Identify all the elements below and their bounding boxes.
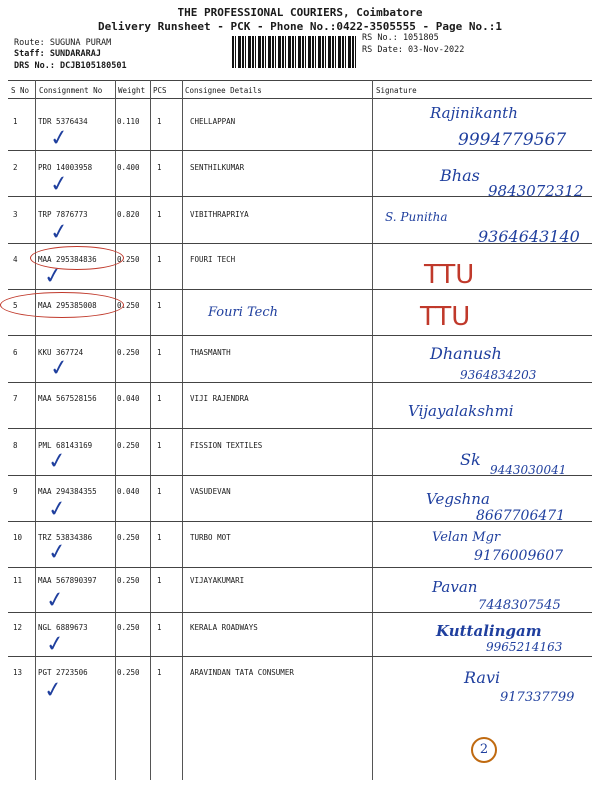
row-divider [8,196,592,197]
handwritten-signature: Dhanush [430,344,502,363]
route-label: Route: SUGUNA PURAM [14,38,112,48]
row-consignment: MAA 295385008 [38,301,97,310]
col-header-consignee: Consignee Details [185,86,262,95]
col-header-signature: Signature [376,86,417,95]
row-divider [8,289,592,290]
row-consignee: VIJAYAKUMARI [190,576,245,585]
row-consignee: THASMANTH [190,348,231,357]
row-pcs: 1 [157,348,162,357]
row-pcs: 1 [157,487,162,496]
row-weight: 0.110 [117,117,140,126]
row-weight: 0.820 [117,210,140,219]
row-weight: 0.250 [117,441,140,450]
row-weight: 0.040 [117,487,140,496]
row-divider [8,521,592,522]
rs-number: RS No.: 1051805 [362,33,439,43]
row-sno: 3 [13,210,18,219]
red-circle-mark [0,292,124,318]
row-weight: 0.400 [117,163,140,172]
row-pcs: 1 [157,533,162,542]
row-consignment: TRZ 53834386 [38,533,93,542]
row-sno: 6 [13,348,18,357]
staff-label: Staff: SUNDARARAJ [14,49,101,59]
row-sno: 8 [13,441,18,450]
row-pcs: 1 [157,210,162,219]
drs-number: DRS No.: DCJB105180501 [14,61,127,71]
row-sno: 10 [13,533,23,542]
row-sno: 7 [13,394,18,403]
row-pcs: 1 [157,623,162,632]
row-consignment: PRO 14003958 [38,163,93,172]
row-consignee: VASUDEVAN [190,487,231,496]
row-pcs: 1 [157,255,162,264]
row-consignment: TRP 7876773 [38,210,88,219]
row-sno: 13 [13,668,23,677]
row-weight: 0.040 [117,394,140,403]
row-divider [8,150,592,151]
row-pcs: 1 [157,117,162,126]
row-consignment: KKU 367724 [38,348,84,357]
row-pcs: 1 [157,163,162,172]
handwritten-signature: Bhas [440,166,480,185]
column-divider [372,80,373,780]
col-header-pcs: PCS [153,86,167,95]
check-mark-icon: ✓ [46,495,69,524]
table-top-border [8,80,592,81]
column-divider [182,80,183,780]
row-sno: 5 [13,301,18,310]
row-consignee: SENTHILKUMAR [190,163,245,172]
row-weight: 0.250 [117,301,140,310]
check-mark-icon: ✓ [48,354,71,383]
barcode [232,36,356,68]
row-consignment: MAA 567890397 [38,576,97,585]
row-pcs: 1 [157,668,162,677]
row-sno: 2 [13,163,18,172]
handwritten-signature: Sk [460,450,481,469]
check-mark-icon: ✓ [44,630,67,659]
rs-date: RS Date: 03-Nov-2022 [362,45,465,55]
row-divider [8,475,592,476]
handwritten-signature: Vijayalakshmi [408,402,514,420]
row-pcs: 1 [157,441,162,450]
row-consignment: MAA 295384836 [38,255,97,264]
row-weight: 0.250 [117,623,140,632]
row-pcs: 1 [157,301,162,310]
row-weight: 0.250 [117,348,140,357]
check-mark-icon: ✓ [46,538,69,567]
row-sno: 11 [13,576,23,585]
check-mark-icon: ✓ [44,586,67,615]
column-divider [150,80,151,780]
row-consignee: ARAVINDAN TATA CONSUMER [190,668,294,677]
row-divider [8,567,592,568]
handwritten-phone: 9843072312 [488,182,584,200]
handwritten-phone: 9364834203 [460,368,537,382]
row-consignee: CHELLAPPAN [190,117,236,126]
row-sno: 4 [13,255,18,264]
check-mark-icon: ✓ [48,218,71,247]
check-mark-icon: ✓ [46,447,69,476]
header-bottom-border [8,98,592,99]
sheet-title: THE PROFESSIONAL COURIERS, Coimbatore [177,6,423,19]
col-header-consignment: Consignment No [39,86,103,95]
row-consignee: FISSION TEXTILES [190,441,263,450]
row-consignee: VIBITHRAPRIYA [190,210,249,219]
handwritten-signature: Pavan [432,578,478,596]
row-sno: 9 [13,487,18,496]
handwritten-phone: 9176009607 [474,548,564,564]
column-divider [115,80,116,780]
row-consignee: FOURI TECH [190,255,236,264]
row-consignment: MAA 567528156 [38,394,97,403]
row-pcs: 1 [157,576,162,585]
handwritten-signature: TTU [420,302,471,332]
check-mark-icon: ✓ [42,262,65,291]
handwritten-phone: 9364643140 [478,227,580,246]
row-weight: 0.250 [117,668,140,677]
row-pcs: 1 [157,394,162,403]
handwritten-signature: TTU [424,260,475,290]
red-circle-mark [30,246,124,270]
row-divider [8,243,592,244]
check-mark-icon: ✓ [48,170,71,199]
handwritten-phone: 9965214163 [486,640,563,654]
row-sno: 12 [13,623,23,632]
handwritten-signature: Vegshna [426,490,490,508]
handwritten-signature: Rajinikanth [430,104,518,122]
col-header-weight: Weight [118,86,146,95]
handwritten-note: Fouri Tech [208,305,279,320]
col-header-sno: S No [11,86,30,95]
check-mark-icon: ✓ [42,676,65,705]
row-consignment: TDR 5376434 [38,117,88,126]
row-divider [8,335,592,336]
handwritten-signature: Velan Mgr [432,530,501,545]
row-divider [8,428,592,429]
row-consignment: MAA 294384355 [38,487,97,496]
handwritten-signature: Kuttalingam [436,622,542,640]
row-consignee: VIJI RAJENDRA [190,394,249,403]
row-sno: 1 [13,117,18,126]
handwritten-phone: 917337799 [500,690,575,705]
row-consignment: PML 68143169 [38,441,93,450]
handwritten-phone: 7448307545 [478,598,561,613]
page-marker: 2 [471,737,497,763]
row-consignment: NGL 6889673 [38,623,88,632]
row-consignee: TURBO MOT [190,533,231,542]
row-divider [8,612,592,613]
handwritten-phone: 8667706471 [476,508,566,524]
row-divider [8,656,592,657]
row-divider [8,382,592,383]
handwritten-signature: S. Punitha [385,210,448,224]
column-divider [35,80,36,780]
row-weight: 0.250 [117,533,140,542]
row-consignee: KERALA ROADWAYS [190,623,258,632]
check-mark-icon: ✓ [48,124,71,153]
row-weight: 0.250 [117,255,140,264]
row-weight: 0.250 [117,576,140,585]
sheet-subtitle: Delivery Runsheet - PCK - Phone No.:0422-3505555 - Page No.:1 [98,20,502,33]
handwritten-phone: 9443030041 [490,463,567,477]
handwritten-phone: 9994779567 [458,130,567,150]
row-consignment: PGT 2723506 [38,668,88,677]
handwritten-signature: Ravi [464,668,501,687]
